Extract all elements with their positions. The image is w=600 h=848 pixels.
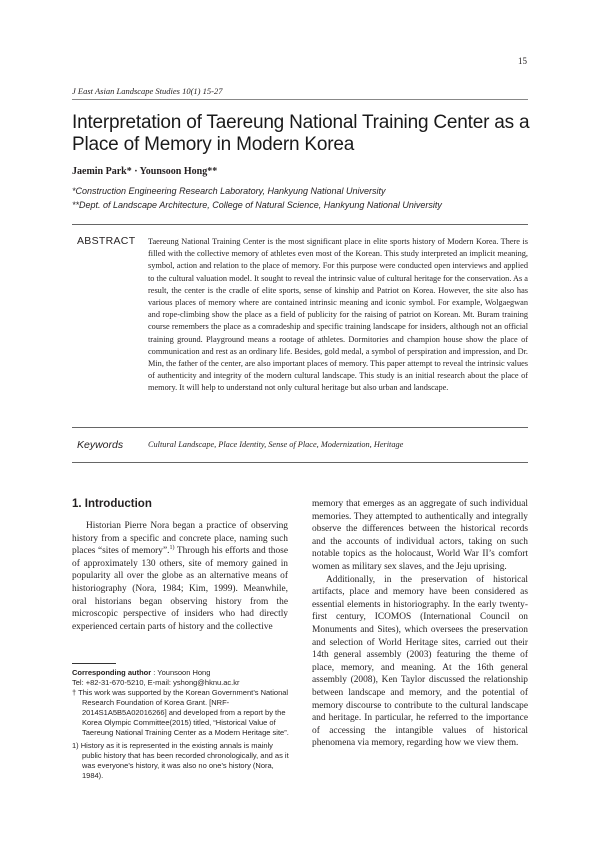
journal-header: J East Asian Landscape Studies 10(1) 15-27 — [72, 86, 223, 96]
authors: Jaemin Park* · Younsoon Hong** — [72, 166, 218, 177]
body-column-right — [312, 498, 528, 750]
page-number: 15 — [518, 56, 527, 66]
keywords-text: Cultural Landscape, Place Identity, Sense of Place, Modernization, Heritage — [148, 440, 404, 449]
footnote-divider — [72, 663, 116, 664]
intro-p1-text: Historian Pierre Nora began a practice of observing history from a specific and concrete place, naming such places “sites of memory”. — [72, 521, 288, 557]
footnote-ref-1: 1) — [169, 545, 175, 552]
intro-paragraph-2: Additionally, in the preservation of historical artifacts, place and memory have been considered as essential elements in historiography. In the early twenty-first century, ICOMOS (International Council on Monuments and Sites), which oversees the preservation and selection of World Heritage sites, carried out their 14th general assembly (2003) featuring the theme of place, memory, and meaning. At the 16th general assembly (2008), Ken Taylor discussed the relationship between landscape and memory, and the potential of memory discourse to contribute to the cultural landscape and heritage. In particular, he referred to the importance of accessing the intangible values of historical phenomena via memory, regarding how we view them. — [312, 574, 528, 749]
keywords-divider — [72, 462, 528, 463]
abstract-text: Taereung National Training Center is the most significant place in elite sports history of Modern Korea. There is filled with the collective memory of athletes even most of the Korean. This study interpreted an implicit meaning, symbol, action and relation to the place of memory. For this purpose were conducted open interviews and applied to the cultural valuation model. It sought to reveal the intrinsic value of cultural heritage for the conservation. As a result, the center is the cradle of elite sports, sense of kinship and Patriot on Korea. However, the site also has various places of memory where are contained intrinsic meaning and iconic symbol. For example, Wolgaegwan and rope-climbing show the place as a field of publicity for the raising of patriot on Korean. Mt. Buram training course remembers the place as a comradeship and specific training landscape for insiders, although not an official training ground. Playground means a rootage of athletes. Dormitories and champion house show the place of communication and rest as an ordinary life. Besides, gold medal, a symbol of perspiration and impression, and Dr. Min, the father of the center, are also important places of memory. This paper attempt to reveal the intrinsic values of authenticity and integrity of the modern cultural landscape. This study is an initial research about the place of memory. It will help to understand not only cultural heritage but also urban and landscape. — [148, 237, 528, 393]
body-column-left — [72, 520, 288, 633]
abstract-top-divider — [72, 224, 528, 225]
abstract-bottom-divider — [72, 427, 528, 428]
keywords-label: Keywords — [77, 439, 124, 451]
footnote-1: 1) History as it is represented in the existing annals is mainly public history that has been recorded chronologically, and as it was everyone’s history, it was also no one’s history (Nora, 1984). — [72, 741, 289, 780]
affiliation-1: *Construction Engineering Research Laboratory, Hankyung National University — [72, 186, 386, 196]
paper-title: Interpretation of Taereung National Training Center as a Place of Memory in Modern Korea — [72, 112, 530, 155]
footnotes — [72, 668, 290, 781]
intro-paragraph-1 — [72, 520, 288, 633]
intro-p1-text-cont: Through his efforts and those of approximately 130 others, site of memory gained in popularity all over the globe as an alternative means of historiography (Nora, 1984; Kim, 1999). Meanwhile, oral historians began observing history from the microscopic perspective of insiders who had directly experienced certain parts of history and the collective — [72, 546, 288, 632]
corresponding-author-name: : Younsoon Hong — [151, 668, 211, 677]
header-divider — [72, 99, 528, 100]
corresponding-author-label: Corresponding author — [72, 668, 152, 677]
funding-note: † This work was supported by the Korean Government’s National Research Foundation of Korea Grant. [NRF-2014S1A5B5A02016266] and developed from a report by the Korea Olympic Committee(2015) titled, “Historical Value of Taereung National Training Center as a Modern Heritage site”. — [72, 688, 289, 737]
author-contact: Tel: +82-31-670-5210, E-mail: yshong@hknu.ac.kr — [72, 678, 240, 687]
abstract-label: ABSTRACT — [77, 235, 136, 247]
intro-paragraph-1-cont: memory that emerges as an aggregate of such individual memories. They attempted to authentically and integrally observe the differences between the historical records and the accounts of individual actors, taking on such notable topics as the holocaust, World War II’s comfort women as military sex slaves, and the Jeju uprising. — [312, 499, 528, 572]
affiliation-2: **Dept. of Landscape Architecture, College of Natural Science, Hankyung National University — [72, 200, 442, 210]
section-heading-introduction: 1. Introduction — [72, 498, 152, 510]
corresponding-author — [72, 668, 290, 678]
